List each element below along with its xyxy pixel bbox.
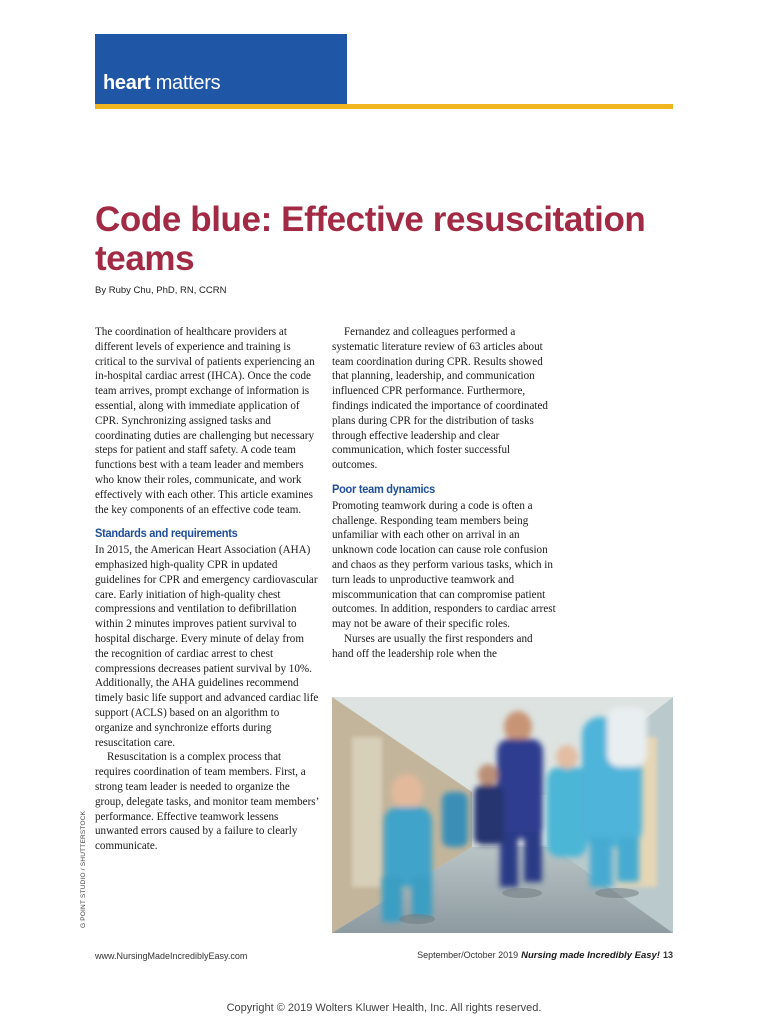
footer-magazine: Nursing made Incredibly Easy! xyxy=(521,950,660,961)
footer-issue: September/October 2019 xyxy=(417,950,519,960)
subhead-standards: Standards and requirements xyxy=(95,526,238,541)
section-label-bold: heart xyxy=(103,72,151,94)
column-right xyxy=(332,325,556,662)
footer-right xyxy=(417,950,673,961)
header-rule xyxy=(95,104,673,109)
section-label-light: matters xyxy=(155,72,221,94)
paragraph-standards: In 2015, the American Heart Association (AHA) emphasized high-quality CPR in updated guidelines for CPR and emergency cardiovascular care. Early initiation of high-quality chest compressions and ventilation to defibrillation within 2 minutes improves patient survival to hospital discharge. Every minute of delay from the recognition of cardiac arrest to chest compressions decreases patient survival by 10%. Additionally, the AHA guidelines recommend timely basic life support and advanced cardiac life support (ACLS) based on an algorithm to organize and synchronize efforts during resuscitation care. xyxy=(95,544,319,749)
photo-credit: G POINT STUDIO / SHUTTERSTOCK xyxy=(80,810,87,928)
hospital-corridor-illustration xyxy=(332,697,673,933)
subhead-poor-dynamics: Poor team dynamics xyxy=(332,481,436,496)
paragraph-fernandez: Fernandez and colleagues performed a systematic literature review of 63 articles about team coordination during CPR. Results showed that planning, leadership, and communication influenced CPR performance. Furthermore, findings indicated the importance of coordinated plans during CPR for the distribution of tasks through effective leadership and clear communication, which foster successful outcomes. xyxy=(332,326,548,472)
column-left xyxy=(95,325,319,854)
footer-website: www.NursingMadeIncrediblyEasy.com xyxy=(95,951,248,961)
article-byline: By Ruby Chu, PhD, RN, CCRN xyxy=(95,285,227,296)
paragraph-nurses: Nurses are usually the first responders and hand off the leadership role when the xyxy=(332,632,533,660)
paragraph-poor-dynamics: Promoting teamwork during a code is often a challenge. Responding team members being unfamiliar with each other on arrival in an unknown code location can cause role confusion and chaos as they perform various tasks, which in turn leads to unproductive teamwork and miscommunication that can compromise patient outcomes. In addition, responders to cardiac arrest may not be aware of their specific roles. xyxy=(332,499,556,631)
article-title: Code blue: Effective resuscitation teams xyxy=(95,200,646,278)
article-photo xyxy=(332,697,673,933)
section-label xyxy=(103,72,220,95)
paragraph-resuscitation: Resuscitation is a complex process that requires coordination of team members. First, a strong team leader is needed to organize the group, delegate tasks, and monitor team members’ performance. Effective teamwork lessens unwanted errors caused by a failure to clearly communicate. xyxy=(95,751,319,853)
paragraph-intro: The coordination of healthcare providers at different levels of experience and training is critical to the survival of patients experiencing an in-hospital cardiac arrest (IHCA). Once the code team arrives, prompt exchange of information is essential, along with immediate application of CPR. Synchronizing assigned tasks and coordinating duties are challenging but necessary steps for patient and staff safety. A code team functions best with a team leader and members who know their roles, communicate, and work effectively with each other. This article examines the key components of an effective code team. xyxy=(95,326,315,516)
footer-page-number: 13 xyxy=(662,950,673,960)
copyright-notice: Copyright © 2019 Wolters Kluwer Health, Inc. All rights reserved. xyxy=(226,1002,542,1014)
